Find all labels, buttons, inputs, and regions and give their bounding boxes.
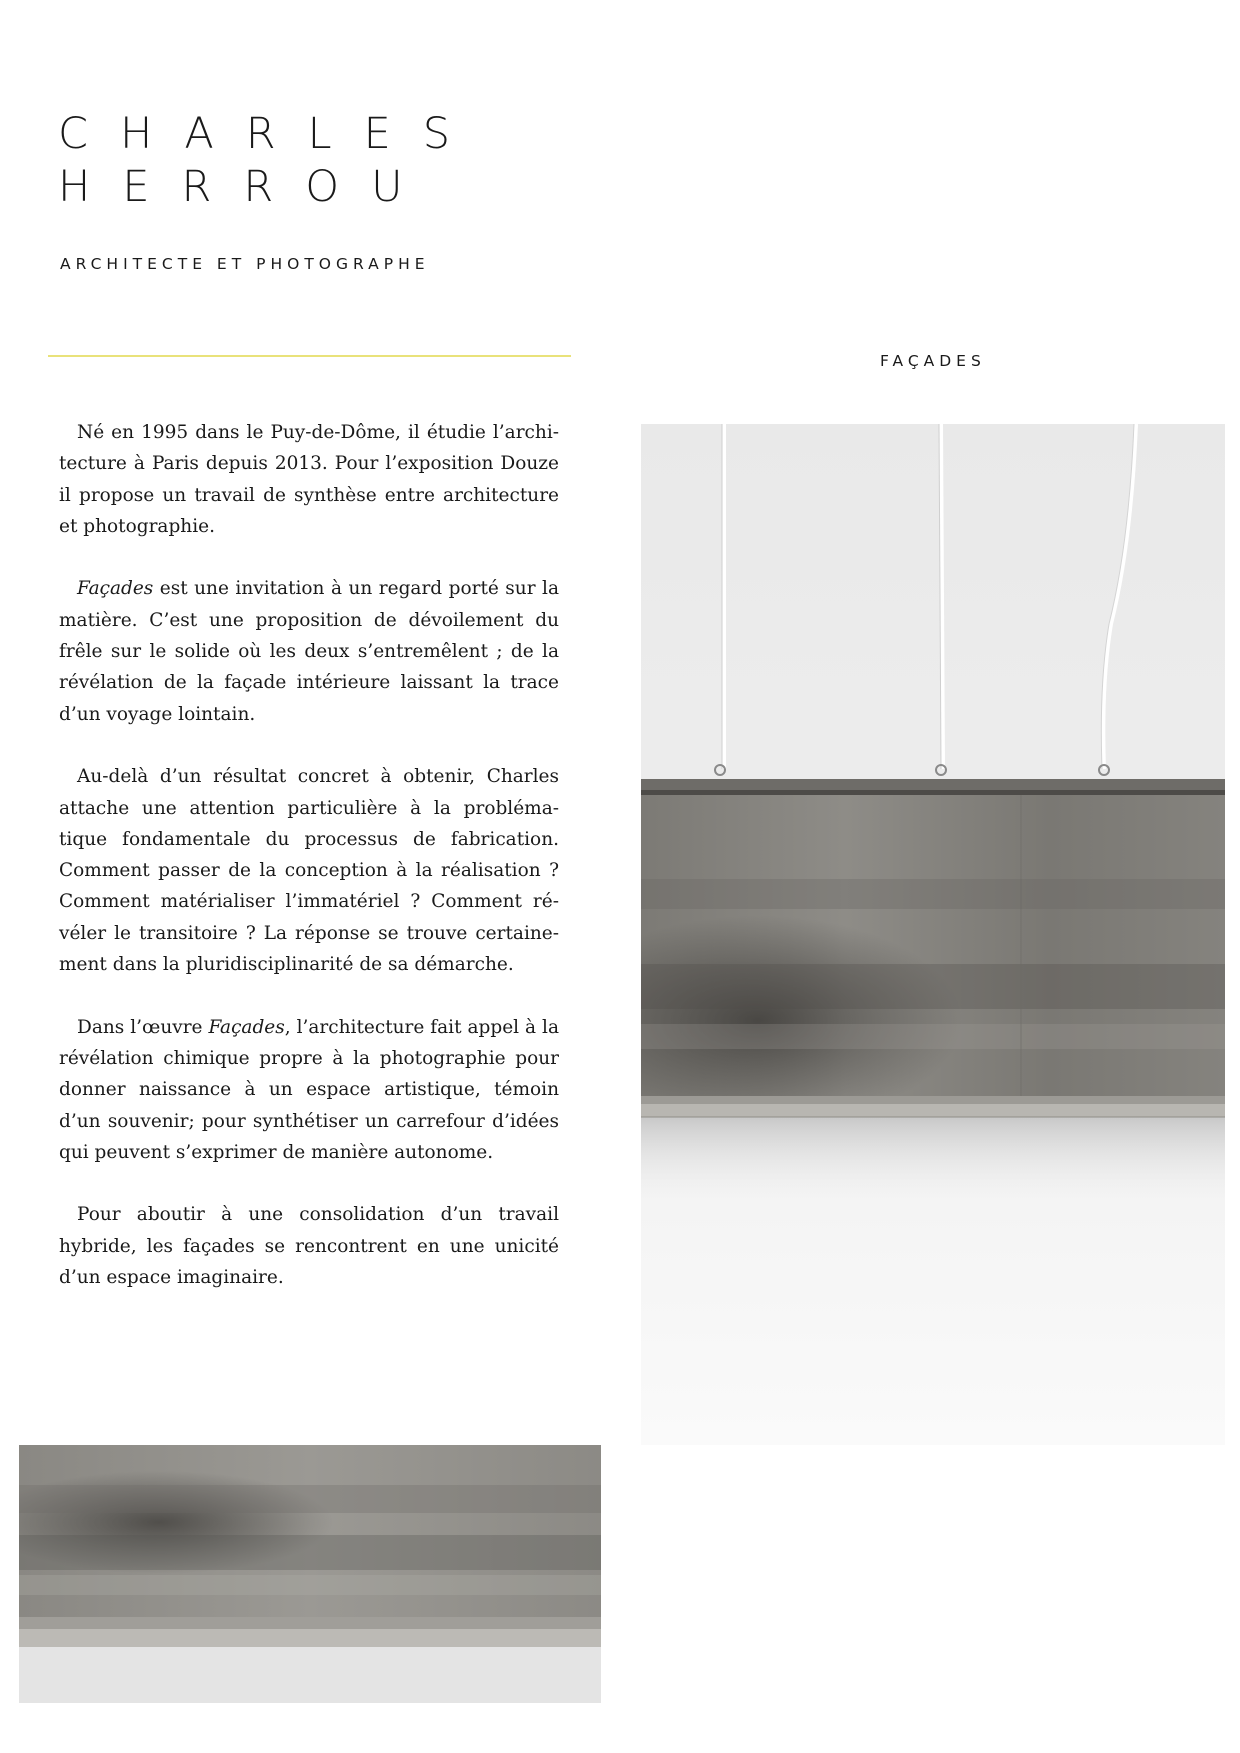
section-title: FAÇADES: [880, 352, 986, 370]
paragraph-invitation-text: est une invitation à un regard porté sur la matière. C’est une proposition de dévoilement du frêle sur le solide où les deux s’entremêlent ; de la révélation de la façade intérieure laissant la trace d’un voyage lointain.: [59, 578, 559, 725]
paragraph-intro: Né en 1995 dans le Puy-de-Dôme, il étudie l’architecture à Paris depuis 2013. Pour l’exposition Douze il propose un travail de synthèse entre architecture et photographie.: [59, 422, 559, 537]
artist-first-name: CHARLES: [58, 109, 483, 159]
accent-divider: [48, 355, 571, 357]
biography-text: [59, 417, 559, 1325]
paragraph-invitation: [59, 573, 559, 729]
artist-name: [58, 108, 482, 214]
work-title: Façades: [208, 1016, 285, 1038]
artist-profession: ARCHITECTE ET PHOTOGRAPHE: [60, 255, 430, 273]
facade-detail-photo: [19, 1445, 601, 1703]
paragraph-work-text: , l’architecture fait appel à la révélation chimique propre à la photographie pour donner naissance à un espace artistique, témoin d’un souvenir; pour synthétiser un carrefour d’idées qui peuvent s’exprimer de manière autonome.: [59, 1016, 559, 1163]
paragraph-work: [59, 1012, 559, 1168]
work-title: Façades: [77, 578, 154, 600]
paragraph-process: Au-delà d’un résultat concret à obtenir, Charles attache une attention particulière à la problématique fondamentale du processus de fabrication. Comment passer de la conception à la réalisation ? Comment matérialiser l’immatériel ? Comment révéler le transitoire ? La réponse se trouve certainement dans la pluridisciplinarité de sa démarche.: [59, 766, 559, 976]
artist-last-name: HERROU: [58, 162, 435, 212]
paragraph-work-start: Dans l’œuvre: [77, 1016, 209, 1038]
facades-installation-photo: [641, 424, 1225, 1445]
paragraph-conclusion: Pour aboutir à une consolidation d’un travail hybride, les façades se rencontrent en une unicité d’un espace imaginaire.: [59, 1204, 559, 1289]
